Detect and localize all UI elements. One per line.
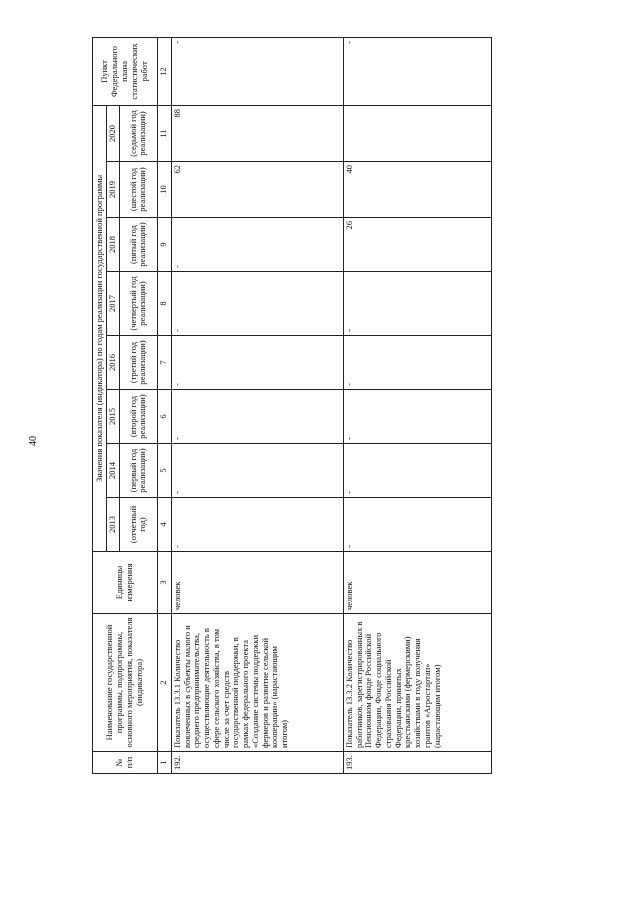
page-number: 40	[28, 436, 39, 446]
row-number: 193.	[343, 752, 491, 774]
header-values-group: Значения показателя (индикатора) по годам реализации государственной программы	[93, 105, 107, 551]
header-year-note-2013: (отчетный год)	[119, 498, 157, 552]
header-year-2015: 2015	[107, 390, 120, 444]
column-number: 3	[157, 552, 171, 614]
value-cell: 88	[171, 105, 343, 161]
plan-cell: -	[343, 37, 491, 105]
value-cell	[343, 105, 491, 161]
column-number: 4	[157, 498, 171, 552]
value-cell: -	[343, 390, 491, 444]
value-cell: -	[343, 444, 491, 498]
value-cell: -	[343, 336, 491, 390]
indicators-table	[92, 37, 492, 774]
header-year-2018: 2018	[107, 218, 120, 272]
value-cell: -	[171, 218, 343, 272]
value-cell: 62	[171, 162, 343, 218]
column-number-row	[157, 37, 171, 773]
indicator-name: Показатель 13.3.1 Количество вовлеченных в субъекты малого и среднего предпринимательства, осуществляющие деятельность в сфере сельского хозяйства, в том числе за счет средств государственной поддержки, в рамках федерального проекта «Создание системы поддержки фермеров и развитие сельской кооперации» (нарастающим итогом)	[171, 614, 343, 752]
header-year-2020: 2020	[107, 105, 120, 161]
value-cell: 40	[343, 162, 491, 218]
table-row	[343, 37, 491, 773]
column-number: 7	[157, 336, 171, 390]
row-number: 192.	[171, 752, 343, 774]
header-no: № п/п	[93, 752, 158, 774]
column-number: 6	[157, 390, 171, 444]
column-number: 1	[157, 752, 171, 774]
column-number: 11	[157, 105, 171, 161]
indicator-name: Показатель 13.3.2 Количество работников, зарегистрированных в Пенсионном фонде Российской Федерации, Фонде социального страхования Российской Федерации, принятых крестьянскими (фермерскими) хозяйствами в году получения грантов «Агростартап» (нарастающим итогом)	[343, 614, 491, 752]
page-table-container	[92, 38, 640, 774]
header-plan: Пункт Федерального плана статистических работ	[93, 37, 158, 105]
header-year-note-2014: (первый год реализации)	[119, 444, 157, 498]
header-year-2017: 2017	[107, 272, 120, 336]
value-cell: -	[171, 444, 343, 498]
value-cell: -	[171, 336, 343, 390]
column-number: 5	[157, 444, 171, 498]
value-cell: -	[343, 272, 491, 336]
column-number: 10	[157, 162, 171, 218]
column-number: 2	[157, 614, 171, 752]
header-year-note-2015: (второй год реализации)	[119, 390, 157, 444]
column-number: 8	[157, 272, 171, 336]
header-year-2016: 2016	[107, 336, 120, 390]
table-row	[171, 37, 343, 773]
unit-cell: человек	[171, 552, 343, 614]
column-number: 9	[157, 218, 171, 272]
header-year-2014: 2014	[107, 444, 120, 498]
header-year-2019: 2019	[107, 162, 120, 218]
unit-cell: человек	[343, 552, 491, 614]
value-cell: -	[171, 498, 343, 552]
header-unit: Единицы измерения	[93, 552, 158, 614]
value-cell: -	[171, 390, 343, 444]
header-name: Наименование государственной программы, подпрограммы, основного мероприятия, показателя (индикатора)	[93, 614, 158, 752]
header-year-note-2016: (третий год реализации)	[119, 336, 157, 390]
value-cell: -	[171, 272, 343, 336]
header-year-note-2018: (пятый год реализации)	[119, 218, 157, 272]
header-year-note-2019: (шестой год реализации)	[119, 162, 157, 218]
column-number: 12	[157, 37, 171, 105]
header-year-note-2017: (четвертый год реализации)	[119, 272, 157, 336]
header-year-note-2020: (седьмой год реализации)	[119, 105, 157, 161]
header-year-2013: 2013	[107, 498, 120, 552]
value-cell: -	[343, 498, 491, 552]
value-cell: 26	[343, 218, 491, 272]
plan-cell: -	[171, 37, 343, 105]
